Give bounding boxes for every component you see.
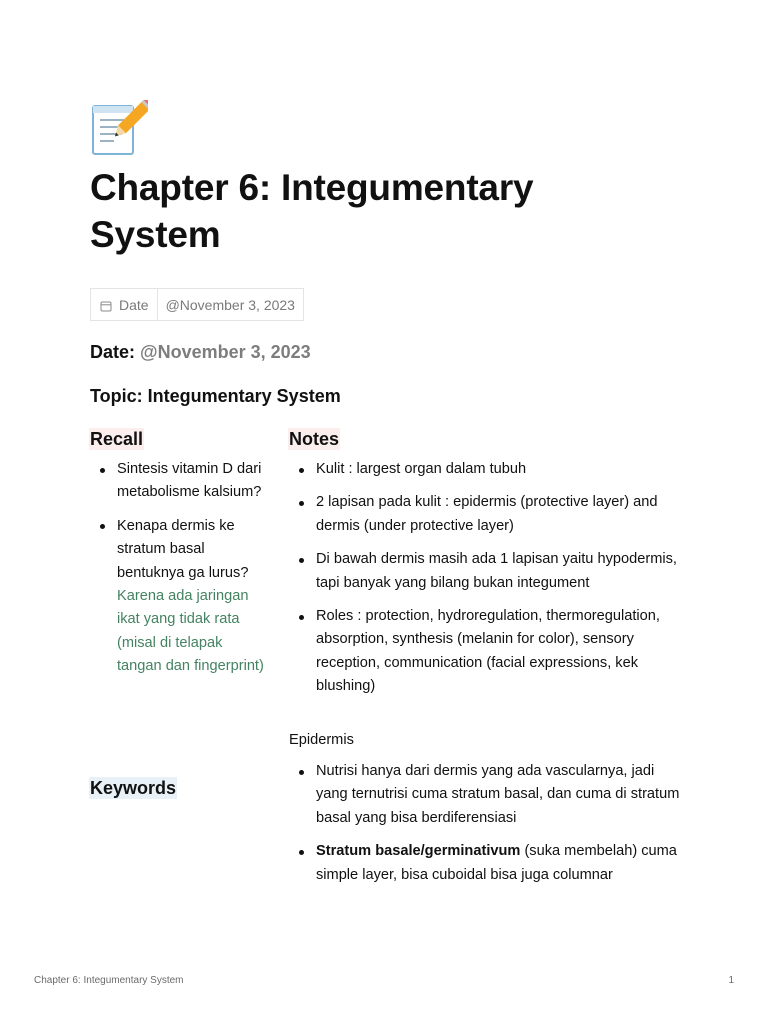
recall-question: Kenapa dermis ke stratum basal bentuknya ga lurus? [117, 517, 249, 581]
notes-list [289, 458, 689, 699]
topic-heading: Topic: Integumentary System [90, 386, 341, 406]
list-item [90, 458, 270, 505]
recall-question: Sintesis vitamin D dari metabolisme kalsium? [117, 461, 262, 501]
recall-answer: Karena ada jaringan ikat yang tidak rata (misal di telapak tangan dan fingerprint) [117, 588, 264, 675]
page-title: Chapter 6: Integumentary System [90, 167, 534, 255]
list-item [289, 840, 689, 887]
notes-heading: Notes [289, 429, 340, 449]
calendar-icon [100, 300, 112, 312]
list-item [90, 515, 270, 679]
list-item: Roles : protection, hydroregulation, thermoregulation, absorption, synthesis (melanin for color), sensory reception, communication (facial expressions, kek blushing) [289, 605, 689, 699]
note-text: (suka membelah) cuma simple layer, bisa cuboidal bisa juga columnar [316, 843, 677, 883]
date-property-value[interactable]: @November 3, 2023 [165, 296, 295, 313]
epidermis-section-label: Epidermis [289, 732, 354, 748]
list-item: Di bawah dermis masih ada 1 lapisan yaitu hypodermis, tapi banyak yang bilang bukan integument [289, 548, 689, 595]
recall-heading: Recall [90, 429, 144, 449]
recall-list [90, 458, 270, 679]
date-property-key [91, 289, 158, 320]
date-property-label: Date [119, 296, 149, 313]
footer-title: Chapter 6: Integumentary System [34, 975, 184, 986]
date-label: Date: [90, 342, 136, 362]
note-term: Stratum basale/germinativum [316, 843, 521, 860]
footer-page-number: 1 [728, 975, 734, 986]
date-property[interactable] [90, 288, 304, 321]
date-line [90, 342, 311, 363]
epidermis-list [289, 760, 689, 887]
list-item: Kulit : largest organ dalam tubuh [289, 458, 689, 481]
note-text: Nutrisi hanya dari dermis yang ada vascularnya, jadi yang ternutrisi cuma stratum basal, dan cuma di stratum basal yang bisa berdiferensiasi [316, 763, 680, 826]
memo-icon [90, 100, 148, 156]
date-mention[interactable]: @November 3, 2023 [140, 342, 311, 362]
list-item [289, 760, 689, 830]
list-item: 2 lapisan pada kulit : epidermis (protective layer) and dermis (under protective layer) [289, 491, 689, 538]
keywords-heading: Keywords [90, 778, 177, 798]
